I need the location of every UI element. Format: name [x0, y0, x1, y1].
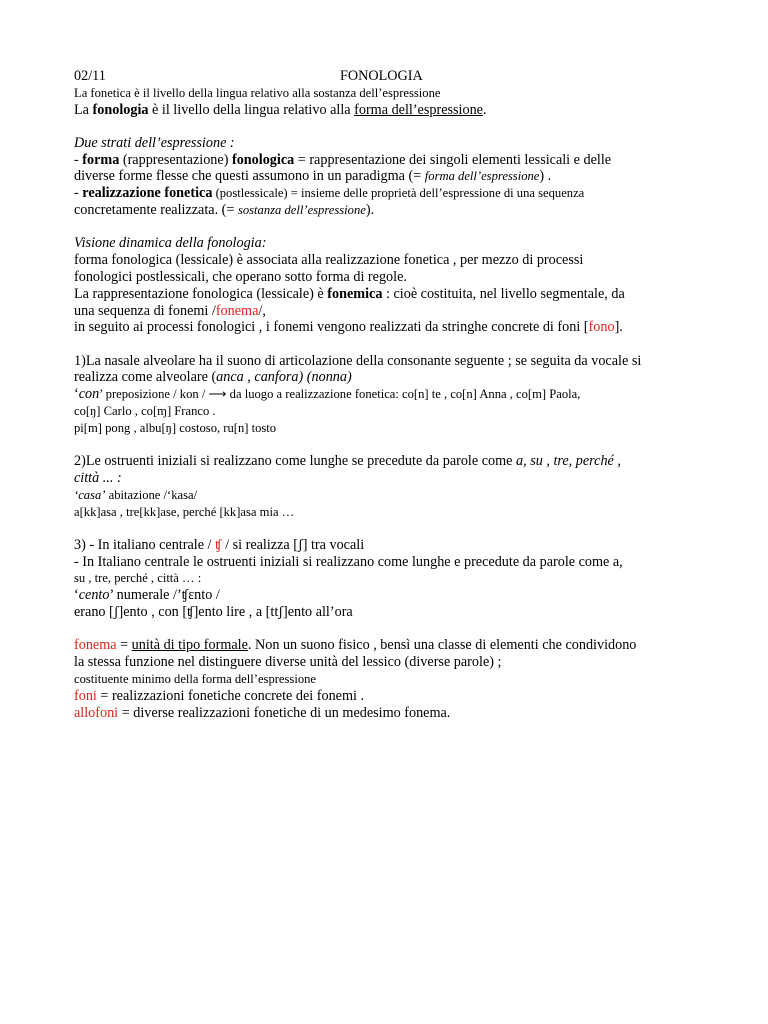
term-fonema: fonema	[215, 302, 259, 319]
term-con: con	[78, 386, 100, 403]
text: concretamente realizzata. (=	[74, 202, 238, 219]
term-foni: foni	[74, 687, 97, 704]
strati-line-1	[74, 152, 714, 169]
text: La rappresentazione fonologica (lessicale) è	[74, 285, 328, 302]
visione-line-5	[74, 319, 714, 336]
page-title: FONOLOGIA	[340, 68, 423, 84]
term-fonologica: fonologica	[231, 151, 295, 168]
text: 2)Le ostruenti iniziali si realizzano come lunghe se precedute da parole come	[74, 453, 516, 470]
text: = diverse realizzazioni fonetiche di un medesimo fonema.	[118, 704, 451, 721]
date: 02/11	[74, 68, 106, 84]
strati-line-3	[74, 185, 714, 202]
defs-line-3: costituente minimo della forma dell’espressione	[74, 671, 317, 686]
term-allofoni: allofoni	[74, 704, 119, 721]
term-realizzazione-fonetica: realizzazione fonetica	[82, 185, 213, 202]
examples: anca , canfora) (nonna)	[216, 369, 352, 386]
visione-line-1: forma fonologica (lessicale) è associata alla realizzazione fonetica , per mezzo di processi	[74, 252, 584, 269]
rule2-line-3	[74, 487, 714, 504]
text: . Non un suono fisico , bensì una classe di elementi che condividono	[247, 637, 637, 654]
term-sostanza-espressione: sostanza dell’espressione	[237, 203, 366, 218]
term-casa: ‘casa’	[74, 487, 106, 502]
term-cento: cento	[78, 587, 110, 604]
text: realizza come alveolare (	[74, 369, 217, 386]
rule1-line-2	[74, 369, 714, 386]
visione-heading: Visione dinamica della fonologia:	[74, 235, 267, 252]
rule3-line-3: su , tre, perché , città … :	[74, 571, 202, 586]
intro-line-1: La fonetica è il livello della lingua relativo alla sostanza dell’espressione	[74, 85, 441, 100]
rule1-line-1: 1)La nasale alveolare ha il suono di articolazione della consonante seguente ; se seguita da vocale si	[74, 352, 642, 369]
rule3-line-1	[74, 537, 714, 554]
text: è il livello della lingua relativo alla	[148, 101, 355, 118]
text: 3) - In italiano centrale /	[74, 536, 216, 553]
text: abitazione /‘kasa/	[105, 487, 198, 502]
text: -	[74, 151, 83, 168]
defs-line-1	[74, 637, 714, 654]
term-forma-espressione: forma dell’espressione	[424, 169, 540, 184]
rule2-line-2: città ... :	[74, 469, 122, 486]
phoneme-tsh: ʧ	[215, 536, 222, 553]
strati-heading: Due strati dell’espressione :	[74, 134, 235, 151]
term-forma-espressione: forma dell’espressione	[354, 101, 483, 118]
text: .	[482, 101, 487, 118]
defs-line-5	[74, 705, 714, 722]
text: ).	[365, 202, 375, 219]
rule1-line-4: co[ŋ] Carlo , co[ɱ] Franco .	[74, 404, 216, 419]
text: in seguito ai processi fonologici , i fonemi vengono realizzati da stringhe concrete di foni [	[74, 319, 589, 336]
text: ) .	[539, 168, 552, 185]
term-unita-formale: unità di tipo formale	[131, 637, 248, 654]
term-fonologia: fonologia	[92, 101, 149, 118]
text: ’ preposizione / kon / ⟶ da luogo a realizzazione fonetica: co[n] te , co[n] Anna , co[m] Paola,	[99, 387, 581, 402]
text: La	[74, 101, 93, 118]
text: ’ numerale /’ʧɛnto /	[109, 587, 220, 604]
term-forma: forma	[82, 151, 120, 168]
text: diverse forme flesse che questi assumono in un paradigma (=	[74, 168, 425, 185]
rule2-line-4: a[kk]asa , tre[kk]ase, perché [kk]asa mia …	[74, 504, 295, 519]
examples: a, su , tre, perché ,	[516, 453, 621, 470]
intro-line-2	[74, 102, 714, 119]
rule1-line-5: pi[m] pong , albu[ŋ] costoso, ru[n] tosto	[74, 420, 277, 435]
strati-line-2	[74, 168, 714, 185]
text: una sequenza di fonemi /	[74, 302, 216, 319]
text: / si realizza [ʃ] tra vocali	[221, 536, 365, 553]
text: (postlessicale) = insieme delle proprietà dell’espressione di una sequenza	[212, 186, 585, 201]
text: ‘	[74, 587, 79, 604]
rule3-line-5: erano [ʃ]ento , con [ʧ]ento lire , a [ttʃ]ento all’ora	[74, 604, 353, 621]
text: =	[116, 637, 132, 654]
rule3-line-4	[74, 587, 714, 604]
term-fono: fono	[588, 319, 615, 336]
text: -	[74, 185, 83, 202]
strati-line-4	[74, 202, 714, 219]
header-row	[74, 68, 714, 85]
term-fonemica: fonemica	[327, 285, 383, 302]
term-fonema: fonema	[74, 637, 117, 654]
rule1-line-3	[74, 386, 714, 403]
text: (rappresentazione)	[119, 151, 232, 168]
rule2-line-1	[74, 453, 714, 470]
text: : cioè costituita, nel livello segmentale, da	[382, 285, 625, 302]
visione-line-3	[74, 286, 714, 303]
text: ].	[614, 319, 623, 336]
text: = realizzazioni fonetiche concrete dei fonemi .	[96, 687, 365, 704]
defs-line-2: la stessa funzione nel distinguere diverse unità del lessico (diverse parole) ;	[74, 654, 502, 671]
text: ‘	[74, 386, 79, 403]
visione-line-2: fonologici postlessicali, che operano sotto forma di regole.	[74, 268, 407, 285]
text: = rappresentazione dei singoli elementi lessicali e delle	[294, 151, 612, 168]
defs-line-4	[74, 688, 714, 705]
text: /,	[258, 302, 266, 319]
rule3-line-2: - In Italiano centrale le ostruenti iniziali si realizzano come lunghe e precedute da parole come a,	[74, 553, 623, 570]
visione-line-4	[74, 303, 714, 320]
